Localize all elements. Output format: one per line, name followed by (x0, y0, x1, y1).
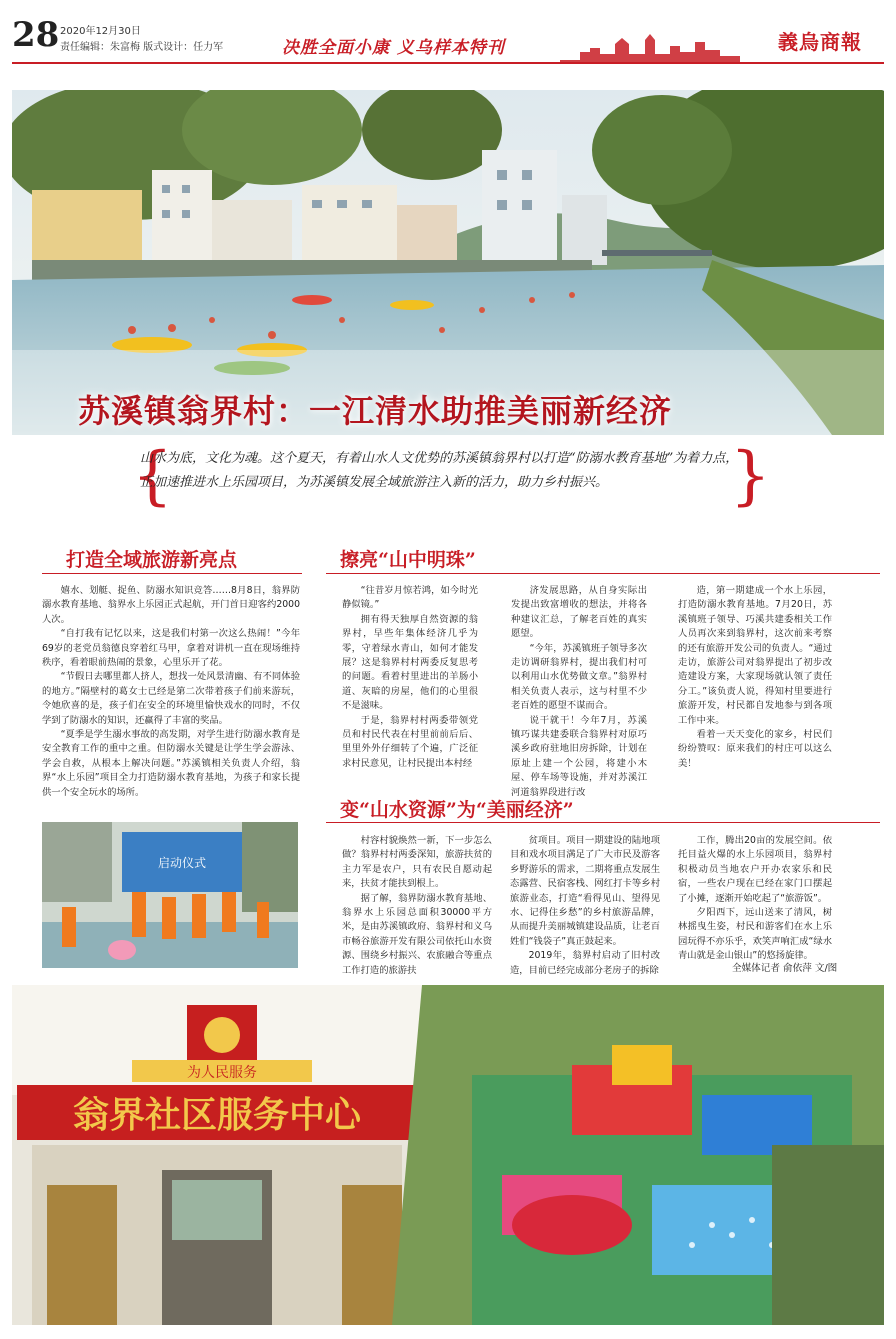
paragraph: 说干就干！今年7月，苏溪镇巧谋共建委联合翁界村对原巧溪乡政府驻地旧房拆除，计划在原址上建一个公园，将建小木屋、停车场等设施，并对苏溪江河道翁界段进行改 (511, 714, 647, 798)
issue-date: 2020年12月30日 (60, 26, 141, 37)
paragraph: 于是，翁界村村两委带领党员和村民代表在村里前前后后、里里外外仔细转了个遍，广泛征求村民意见，让村民提出本村经 (342, 714, 478, 769)
paragraph: “自打我有记忆以来，这是我们村第一次这么热闹！”今年69岁的老党员翁德良穿着红马甲，拿着对讲机一直在现场维持秩序，看着眼前热闹的景象，心里乐开了花。 (42, 628, 300, 669)
section-rule-1 (42, 573, 302, 574)
page-number: 28 (12, 15, 60, 55)
section-2-col-1 (342, 584, 478, 771)
section-rule-3 (326, 822, 880, 823)
byline: 全媒体记者 俞依萍 文/图 (732, 963, 838, 974)
right-brace-ornament: } (730, 439, 771, 513)
paragraph: 看着一天天变化的家乡，村民们纷纷赞叹：原来我们的村庄可以这么美！ (678, 729, 832, 769)
article-headline: 苏溪镇翁界村：一江清水助推美丽新经济 (78, 392, 673, 430)
section-1-body (42, 584, 300, 800)
community-center-sign: 翁界社区服务中心 (72, 1094, 362, 1136)
section-title-2: 擦亮“山中明珠” (340, 549, 476, 571)
bottom-photo-community-center-and-water-park (12, 985, 884, 1325)
slogan-sign: 为人民服务 (187, 1065, 257, 1081)
article-lead: 山水为底，文化为魂。这个夏天，有着山水人文优势的苏溪镇翁界村以打造“防溺水教育基地”为着力点，正加速推进水上乐园项目，为苏溪镇发展全域旅游注入新的活力，助力乡村振兴。 (140, 451, 739, 490)
special-issue-title: 决胜全面小康 义乌样本特刊 (282, 38, 505, 58)
paragraph: “节假日去哪里都人挤人，想找一处风景清幽、有不同体验的地方。”隔壁村的葛女士已经是第二次带着孩子们前来游玩，令她欣喜的是，孩子们在安全的环境里愉快戏水的同时，不仅学到了防溺水的知识，还赢得了丰富的奖品。 (42, 671, 300, 726)
section-2-col-2 (511, 584, 647, 800)
section-title-1: 打造全域旅游新亮点 (66, 549, 238, 571)
section-2-col-3 (678, 584, 832, 771)
paragraph: “今年，苏溪镇班子领导多次走访调研翁界村，提出我们村可以利用山水优势做文章。”翁界村相关负责人表示，这与村里不少老百姓的愿望不谋而合。 (511, 642, 647, 712)
paragraph: 夕阳西下，远山送来了清风，树林摇曳生姿，村民和游客们在水上乐园玩得不亦乐乎，欢笑声响汇成“绿水青山就是金山银山”的悠扬旋律。 (678, 907, 832, 962)
section-3-col-3 (678, 834, 832, 964)
editor-line: 责任编辑：朱富梅 版式设计：任力军 (60, 42, 224, 53)
newspaper-logo: 義烏商報 (778, 30, 862, 54)
paragraph: 拥有得天独厚自然资源的翁界村，早些年集体经济几乎为零，守着绿水青山，如何才能发展？这是翁界村村两委反复思考的问题。看着村里进出的羊肠小道、灰暗的房屋，他们的心里很不是滋味。 (342, 613, 478, 712)
paragraph: 村容村貌焕然一新，下一步怎么做？翁界村村两委深知，旅游扶贫的主力军是农户，只有农民自愿动起来，扶贫才能扶到根上。 (342, 835, 492, 890)
left-brace-ornament: { (132, 439, 173, 513)
paragraph: “往昔岁月惊若鸿，如今时光静似镜。” (342, 585, 478, 611)
photo-drowning-prevention-event (42, 822, 298, 968)
paragraph: 济发展思路，从自身实际出发提出致富增收的想法，并将各种建议汇总，了解老百姓的真实愿望。 (511, 585, 647, 640)
paragraph: 据了解，翁界防溺水教育基地、翁界水上乐园总面积30000平方米，是由苏溪镇政府、翁界村和义乌市畅谷旅游开发有限公司依托山水资源、围绕乡村振兴、农旅融合等重点工作打造的旅游扶 (342, 892, 492, 976)
paragraph: 贫项目。项目一期建设的陆地项目和戏水项目满足了广大市民及游客乡野游乐的需求，二期将重点发展生态露营、民宿客栈、网红打卡等乡村旅游业态，打造“看得见山、望得见水、记得住乡愁”的乡村旅游品牌，从而提升美丽城镇建设品质，让老百姓们“钱袋子”真正鼓起来。 (510, 835, 660, 947)
hero-photo-river-village (12, 90, 884, 435)
event-banner-text: 启动仪式 (157, 856, 207, 870)
header-rule (12, 62, 884, 64)
section-3-col-1 (342, 834, 492, 978)
paragraph: “夏季是学生溺水事故的高发期，对学生进行防溺水教育是安全教育工作的重中之重。但防溺水关键是让学生学会游泳、学会自救，从根本上解决问题。”苏溪镇相关负责人介绍，翁界“水上乐园”项目全力打造防溺水教育基地，为孩子和家长提供一个安全玩水的场所。 (42, 729, 300, 798)
section-rule-2 (326, 573, 880, 574)
section-title-3: 变“山水资源”为“美丽经济” (340, 799, 574, 821)
paragraph: 2019年，翁界村启动了旧村改造，目前已经完成部分老房子的拆除 (510, 950, 660, 976)
paragraph: 造，第一期建成一个水上乐园，打造防溺水教育基地。7月20日，苏溪镇班子领导、巧溪共建委相关工作人员再次来到翁界村，这次前来考察的还有旅游开发公司的负责人。“通过走访，旅游公司对翁界提出了初步改造建设方案，大家现场就认领了责任分工。”该负责人说，得知村里要进行旅游开发，村民都自发地参与到各项工作中来。 (678, 585, 832, 726)
paragraph: 工作，腾出20亩的发展空间。依托目益火爆的水上乐园项目，翁界村积极动员当地农户开办农家乐和民宿，一些农户现在已经在家门口摆起了小摊，逐渐开始吃起了“旅游饭”。 (678, 835, 832, 904)
section-3-col-2 (510, 834, 660, 978)
city-skyline-icon (560, 30, 740, 62)
paragraph: 嬉水、划艇、捉鱼、防溺水知识竞答……8月8日，翁界防溺水教育基地、翁界水上乐园正式起航，开门首日迎客约2000人次。 (42, 585, 300, 625)
